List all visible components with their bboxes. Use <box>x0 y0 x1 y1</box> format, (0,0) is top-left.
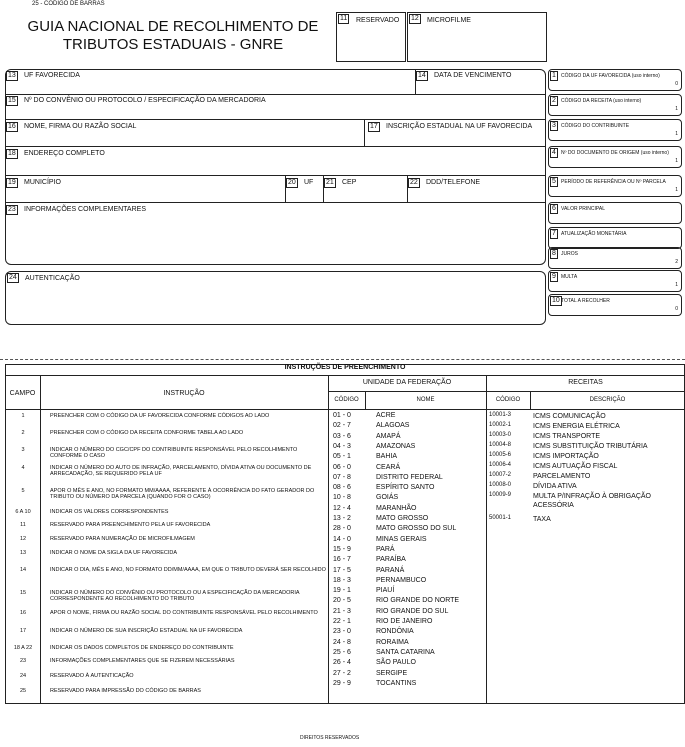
uf-code: 26 - 4 <box>333 659 351 667</box>
uf-name: ESPÍRITO SANTO <box>376 484 435 492</box>
instruction-campo: 12 <box>19 536 27 542</box>
field-label: VALOR PRINCIPAL <box>561 206 605 212</box>
field-number: 23 <box>8 206 16 213</box>
uf-name: ALAGOAS <box>376 422 410 430</box>
receita-desc: MULTA P/INFRAÇÃO À OBRIGAÇÃO ACESSÓRIA <box>533 493 651 509</box>
field-label: Nº DO DOCUMENTO DE ORIGEM (uso interno) <box>561 150 669 156</box>
page-title <box>18 18 328 54</box>
instructions-title: INSTRUÇÕES DE PREENCHIMENTO <box>284 364 406 371</box>
uf-name: SÃO PAULO <box>376 659 416 667</box>
instruction-text: INDICAR O NOME DA SIGLA DA UF FAVORECIDA <box>50 550 178 556</box>
uf-name: MATO GROSSO DO SUL <box>376 525 457 533</box>
instruction-campo: 15 <box>19 590 27 596</box>
uf-code: 29 - 9 <box>333 679 351 687</box>
uf-name: MATO GROSSO <box>376 515 429 522</box>
field-number: 13 <box>8 72 16 79</box>
receita-desc: PARCELAMENTO <box>533 473 591 480</box>
receita-code: 10006-4 <box>489 462 512 468</box>
field-label: CÓDIGO DO CONTRIBUINTE <box>561 123 630 129</box>
field-marker: 0 <box>675 306 678 312</box>
uf-code: 12 - 4 <box>333 504 351 512</box>
field-number: 20 <box>288 179 296 186</box>
uf-code: 28 - 0 <box>333 525 351 533</box>
barcode-caption: 25 - CÓDIGO DE BARRAS <box>32 1 105 7</box>
uf-code: 17 - 5 <box>333 566 351 574</box>
receita-code: 10003-0 <box>489 432 512 438</box>
uf-code: 01 - 0 <box>333 412 351 419</box>
uf-name: RIO DE JANEIRO <box>376 618 433 625</box>
receita-code: 10001-3 <box>489 412 512 418</box>
uf-code: 05 - 1 <box>333 453 351 461</box>
value-field-10[interactable] <box>548 294 682 316</box>
field-number: 21 <box>326 179 334 186</box>
instruction-text: INDICAR O NÚMERO DE SUA INSCRIÇÃO ESTADUAL NA UF FAVORECIDA <box>50 628 243 634</box>
instruction-campo: 4 <box>21 465 25 471</box>
field-number: 2 <box>552 97 556 104</box>
instruction-campo: 23 <box>19 658 27 664</box>
receita-code: 10004-8 <box>489 442 512 448</box>
instruction-campo: 14 <box>19 567 27 573</box>
instruction-campo: 11 <box>20 522 26 528</box>
microfilme-box[interactable] <box>407 12 547 62</box>
uf-name: PARAÍBA <box>376 556 406 564</box>
field-marker: 1 <box>675 282 678 288</box>
receita-desc: ICMS TRANSPORTE <box>533 433 601 440</box>
field-label: CEP <box>342 179 357 186</box>
reservado-label: RESERVADO <box>356 17 400 24</box>
field-number: 12 <box>411 15 419 22</box>
field-number: 24 <box>9 274 17 281</box>
field-label: INSCRIÇÃO ESTADUAL NA UF FAVORECIDA <box>386 123 533 130</box>
receita-code: 10009-9 <box>489 492 512 498</box>
receita-desc: TAXA <box>533 516 551 523</box>
value-field-4[interactable] <box>548 146 682 168</box>
instruction-text: APOR O NOME, FIRMA OU RAZÃO SOCIAL DO CONTRIBUINTE RESPONSÁVEL PELO RECOLHIMENTO <box>50 610 318 616</box>
field-label: TOTAL A RECOLHER <box>561 298 610 304</box>
uf-code: 14 - 0 <box>333 535 351 543</box>
uf-code: 13 - 2 <box>333 515 351 522</box>
value-field-2[interactable] <box>548 94 682 116</box>
instruction-text: RESERVADO PARA NUMERAÇÃO DE MICROFILMAGEM <box>50 536 195 542</box>
instruction-text: INDICAR O DIA, MÊS E ANO, NO FORMATO DD/MM/AAAA, EM QUE O TRIBUTO DEVERÁ SER RECOLHIDO <box>50 567 326 573</box>
col-campo: CAMPO <box>9 390 36 397</box>
receita-desc: ICMS AUTUAÇÃO FISCAL <box>533 463 618 470</box>
receita-desc: DÍVIDA ATIVA <box>533 483 577 490</box>
uf-code: 22 - 1 <box>333 618 351 625</box>
instruction-text: RESERVADO PARA IMPRESSÃO DO CÓDIGO DE BARRAS <box>50 688 201 694</box>
uf-code: 04 - 3 <box>333 442 351 450</box>
uf-code: 23 - 0 <box>333 628 351 636</box>
title-line-1: GUIA NACIONAL DE RECOLHIMENTO DE <box>27 18 319 35</box>
value-field-9[interactable] <box>548 270 682 292</box>
uf-code: 19 - 1 <box>333 587 351 595</box>
uf-name: RORAIMA <box>376 638 409 646</box>
field-number: 7 <box>552 230 556 237</box>
cut-line <box>0 359 685 360</box>
uf-code: 06 - 0 <box>333 463 351 471</box>
uf-name: DISTRITO FEDERAL <box>376 473 443 481</box>
uf-name: ACRE <box>376 412 396 419</box>
field-marker: 1 <box>675 158 678 164</box>
uf-name: MARANHÃO <box>376 504 417 512</box>
col-uf-nome: NOME <box>416 397 435 403</box>
uf-name: AMAZONAS <box>376 442 416 450</box>
field-label: DATA DE VENCIMENTO <box>434 72 512 79</box>
instruction-text: RESERVADO PARA PREENCHIMENTO PELA UF FAVORECIDA <box>50 522 211 528</box>
field-label: AUTENTICAÇÃO <box>25 275 80 282</box>
field-number: 15 <box>8 97 16 104</box>
uf-name: PARÁ <box>376 545 395 553</box>
uf-code: 24 - 8 <box>333 638 351 646</box>
instruction-text: PREENCHER COM O CÓDIGO DA RECEITA CONFORME TABELA AO LADO <box>50 430 244 436</box>
field-number: 18 <box>8 150 16 157</box>
col-instrucao: INSTRUÇÃO <box>163 390 205 397</box>
field-label: CÓDIGO DA RECEITA (uso interno) <box>561 98 642 104</box>
value-field-6[interactable] <box>548 202 682 224</box>
uf-name: RIO GRANDE DO SUL <box>376 607 449 615</box>
instruction-text: PREENCHER COM O CÓDIGO DA UF FAVORECIDA CONFORME CÓDIGOS AO LADO <box>50 413 270 419</box>
instruction-campo: 17 <box>19 628 27 634</box>
receita-code: 10005-6 <box>489 452 512 458</box>
uf-code: 16 - 7 <box>333 556 351 564</box>
uf-name: BAHIA <box>376 453 398 461</box>
instruction-text: INDICAR O NÚMERO DO CGC/CPF DO CONTRIBUINTE RESPONSÁVEL PELO RECOLHIMENTO CONFORME O CASO <box>50 447 298 459</box>
instruction-text: INDICAR OS VALORES CORRESPONDENTES <box>50 509 169 515</box>
instruction-text: INDICAR OS DADOS COMPLETOS DE ENDEREÇO DO CONTRIBUINTE <box>50 645 234 651</box>
col-uf-codigo: CÓDIGO <box>334 397 359 403</box>
field-autenticacao[interactable] <box>5 271 546 325</box>
field-number: 10 <box>552 297 560 304</box>
field-label: JUROS <box>561 251 578 257</box>
receita-desc: ICMS SUBSTITUIÇÃO TRIBUTÁRIA <box>533 443 648 450</box>
uf-name: TOCANTINS <box>376 679 417 687</box>
uf-name: RONDÔNIA <box>376 628 414 636</box>
instruction-text: RESERVADO À AUTENTICAÇÃO <box>50 673 134 679</box>
uf-code: 03 - 6 <box>333 432 351 440</box>
field-number: 9 <box>552 273 556 280</box>
footer: DIREITOS RESERVADOS <box>300 735 360 741</box>
field-marker: 1 <box>675 106 678 112</box>
uf-name: PERNAMBUCO <box>376 576 427 584</box>
microfilme-label: MICROFILME <box>427 17 471 24</box>
field-label: PERÍODO DE REFERÊNCIA OU Nº PARCELA <box>561 179 666 185</box>
field-marker: 0 <box>675 81 678 87</box>
field-label: ATUALIZAÇÃO MONETÁRIA <box>561 231 627 237</box>
instruction-campo: 2 <box>21 430 25 436</box>
field-label: MUNICÍPIO <box>24 179 61 186</box>
uf-name: PARANÁ <box>376 566 405 574</box>
instruction-campo: 3 <box>21 447 25 453</box>
uf-name: GOIÁS <box>376 494 399 502</box>
instruction-campo: 6 A 10 <box>15 509 31 515</box>
instruction-campo: 16 <box>19 610 27 616</box>
uf-code: 18 - 3 <box>333 576 351 584</box>
col-uf: UNIDADE DA FEDERAÇÃO <box>362 379 452 386</box>
field-number: 11 <box>340 15 348 22</box>
uf-code: 25 - 6 <box>333 648 351 656</box>
instruction-text: INDICAR O NÚMERO DO CONVÊNIO OU PROTOCOLO OU A ESPECIFICAÇÃO DA MERCADORIA CORRESPONDENTE AO RECOLHIMENTO DO TRIBUTO <box>50 590 300 602</box>
value-field-8[interactable] <box>548 247 682 269</box>
uf-name: CEARÁ <box>376 463 401 471</box>
instruction-text: INFORMAÇÕES COMPLEMENTARES QUE SE FIZEREM NECESSÁRIAS <box>50 658 235 664</box>
instruction-campo: 13 <box>19 550 27 556</box>
field-label: INFORMAÇÕES COMPLEMENTARES <box>24 206 146 213</box>
value-field-5[interactable] <box>548 175 682 197</box>
value-field-1[interactable] <box>548 69 682 91</box>
field-label: Nº DO CONVÊNIO OU PROTOCOLO / ESPECIFICAÇÃO DA MERCADORIA <box>24 97 266 104</box>
field-number: 14 <box>418 72 426 79</box>
field-number: 6 <box>552 205 556 212</box>
field-number: 17 <box>370 123 378 130</box>
receita-desc: ICMS COMUNICAÇÃO <box>533 413 606 420</box>
instruction-text: APOR O MÊS E ANO, NO FORMATO MM/AAAA, REFERENTE À OCORRÊNCIA DO FATO GERADOR DO TRIBUTO OU NÚMERO DA PARCELA (QUANDO FOR O CASO) <box>50 488 315 500</box>
uf-code: 20 - 5 <box>333 597 351 605</box>
field-marker: 1 <box>675 187 678 193</box>
field-label: NOME, FIRMA OU RAZÃO SOCIAL <box>24 123 137 130</box>
uf-code: 02 - 7 <box>333 422 351 430</box>
field-number: 3 <box>552 122 556 129</box>
instruction-text: INDICAR O NÚMERO DO AUTO DE INFRAÇÃO, PARCELAMENTO, DÍVIDA ATIVA OU DOCUMENTO DE ARRECADAÇÃO, SE REQUERIDO PELA UF <box>50 465 312 477</box>
reservado-box[interactable] <box>336 12 406 62</box>
receita-code: 10008-0 <box>489 482 512 488</box>
field-number: 22 <box>410 179 418 186</box>
instruction-campo: 1 <box>21 413 25 419</box>
field-label: UF <box>304 179 314 186</box>
uf-code: 07 - 8 <box>333 473 351 481</box>
receita-code: 50001-1 <box>489 515 512 521</box>
uf-name: SERGIPE <box>376 669 408 677</box>
receita-desc: ICMS IMPORTAÇÃO <box>533 453 599 460</box>
receita-desc: ICMS ENERGIA ELÉTRICA <box>533 423 620 430</box>
field-label: CÓDIGO DA UF FAVORECIDA (uso interno) <box>561 73 660 79</box>
uf-code: 10 - 8 <box>333 494 351 502</box>
field-number: 4 <box>552 149 556 156</box>
uf-name: AMAPÁ <box>376 432 401 440</box>
instruction-campo: 25 <box>19 688 27 694</box>
uf-name: SANTA CATARINA <box>376 648 435 656</box>
field-marker: 1 <box>675 131 678 137</box>
field-marker: 2 <box>675 259 678 265</box>
uf-name: RIO GRANDE DO NORTE <box>376 597 460 605</box>
instruction-campo: 5 <box>21 488 25 494</box>
uf-code: 08 - 6 <box>333 484 351 492</box>
title-line-2: TRIBUTOS ESTADUAIS - GNRE <box>62 36 284 53</box>
field-label: DDD/TELEFONE <box>426 179 481 186</box>
field-number: 19 <box>8 179 16 186</box>
field-number: 8 <box>552 250 556 257</box>
field-label: UF FAVORECIDA <box>24 72 80 79</box>
uf-name: MINAS GERAIS <box>376 535 427 543</box>
receita-code: 10002-1 <box>489 422 512 428</box>
value-field-7[interactable] <box>548 227 682 249</box>
uf-code: 27 - 2 <box>333 669 351 677</box>
field-number: 16 <box>8 123 16 130</box>
field-number: 5 <box>552 178 556 185</box>
col-rec-descricao: DESCRIÇÃO <box>589 397 626 403</box>
value-field-3[interactable] <box>548 119 682 141</box>
field-number: 1 <box>552 72 556 79</box>
col-receitas: RECEITAS <box>568 379 603 386</box>
uf-name: PIAUÍ <box>376 587 395 595</box>
instruction-campo: 24 <box>19 673 27 679</box>
receita-code: 10007-2 <box>489 472 512 478</box>
uf-code: 21 - 3 <box>333 607 351 615</box>
uf-code: 15 - 9 <box>333 545 351 553</box>
instruction-campo: 18 A 22 <box>13 645 33 651</box>
col-rec-codigo: CÓDIGO <box>495 397 521 403</box>
field-label: ENDEREÇO COMPLETO <box>24 150 105 157</box>
field-label: MULTA <box>561 274 578 280</box>
